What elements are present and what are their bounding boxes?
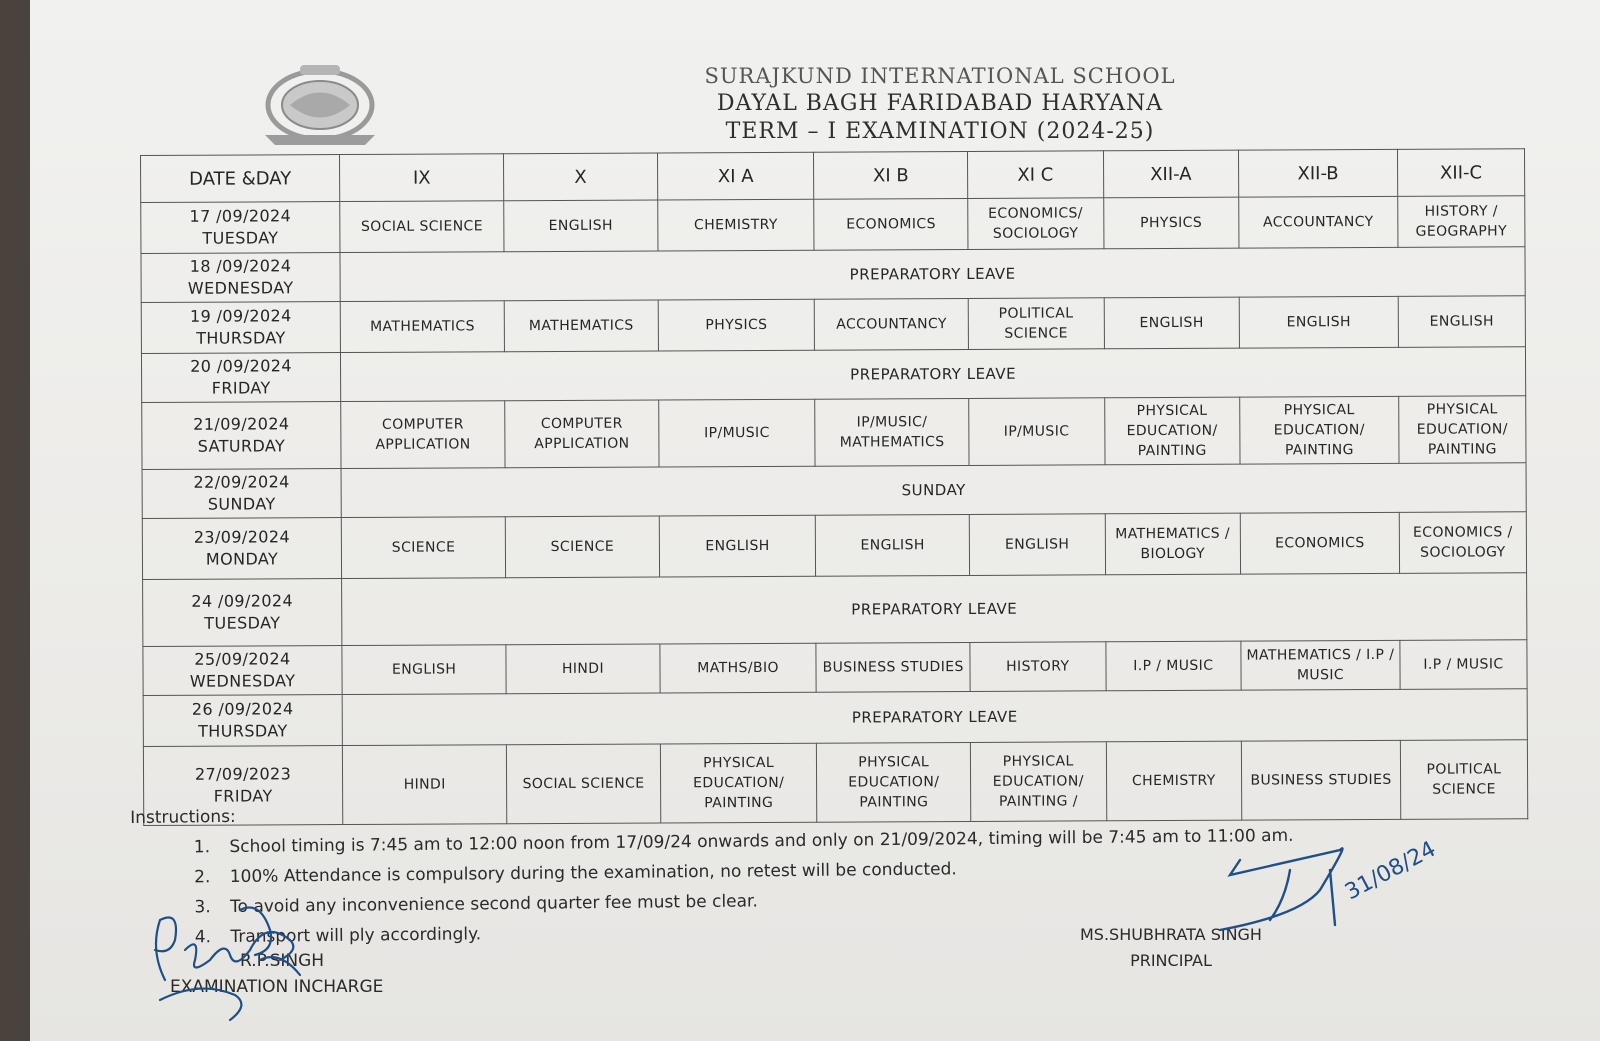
header-cell: XII-B: [1239, 149, 1398, 197]
subject-cell: MATHEMATICS / BIOLOGY: [1105, 513, 1241, 575]
day-text: TUESDAY: [204, 613, 281, 633]
date-cell: [143, 695, 342, 747]
date-text: 19 /09/2024: [189, 306, 292, 326]
table-row: [141, 247, 1525, 303]
principal-signature-block: [1080, 922, 1262, 974]
subject-cell: I.P / MUSIC: [1400, 640, 1527, 690]
header-cell: IX: [340, 154, 504, 202]
date-text: 22/09/2024: [193, 472, 290, 492]
date-cell: [141, 253, 340, 303]
day-text: THURSDAY: [198, 721, 288, 741]
subject-cell: ENGLISH: [969, 514, 1105, 576]
header-cell: X: [504, 153, 658, 201]
examination-incharge-signature-block: [170, 948, 383, 1000]
subject-cell: ENGLISH: [1104, 297, 1240, 349]
subject-cell: PHYSICAL EDUCATION/ PAINTING: [660, 743, 817, 823]
subject-cell: PHYSICAL EDUCATION/ PAINTING: [1104, 397, 1240, 465]
exam-title: TERM – I EXAMINATION (2024-25): [725, 119, 1155, 144]
header-cell: XI B: [814, 151, 968, 199]
subject-cell: ECONOMICS: [814, 198, 968, 250]
subject-cell: PHYSICAL EDUCATION/ PAINTING: [1399, 396, 1526, 464]
school-header: [660, 62, 1220, 146]
leave-cell: PREPARATORY LEAVE: [341, 347, 1526, 402]
table-row: [143, 689, 1527, 747]
leave-cell: PREPARATORY LEAVE: [340, 247, 1525, 302]
date-cell: [141, 353, 340, 403]
holiday-cell: SUNDAY: [341, 463, 1526, 518]
instruction-item: 4. Transport will ply accordingly.: [216, 910, 1331, 952]
date-text: 26 /09/2024: [191, 699, 294, 719]
date-text: 23/09/2024: [193, 527, 291, 547]
date-text: 27/09/2023: [194, 764, 292, 784]
subject-cell: ECONOMICS / SOCIOLOGY: [1399, 512, 1526, 574]
subject-cell: ECONOMICS/ SOCIOLOGY: [968, 198, 1104, 250]
day-text: FRIDAY: [211, 378, 271, 398]
subject-cell: PHYSICS: [1103, 197, 1239, 249]
header-row: [141, 149, 1525, 203]
subject-cell: ENGLISH: [1398, 296, 1525, 348]
subject-cell: BUSINESS STUDIES: [816, 642, 970, 692]
header-cell: XII-C: [1397, 149, 1524, 197]
table-row: [142, 512, 1526, 580]
date-text: 21/09/2024: [193, 414, 290, 434]
subject-cell: MATHS/BIO: [660, 643, 817, 693]
subject-cell: HINDI: [342, 745, 507, 825]
subject-cell: COMPUTER APPLICATION: [505, 400, 659, 468]
day-text: THURSDAY: [196, 328, 286, 348]
principal-handwritten-date: 31/08/24: [1341, 836, 1441, 906]
subject-cell: PHYSICAL EDUCATION/ PAINTING: [1240, 396, 1399, 464]
day-text: SATURDAY: [197, 436, 286, 456]
subject-cell: I.P / MUSIC: [1105, 641, 1241, 691]
date-text: 17 /09/2024: [189, 206, 292, 226]
header-cell: XI C: [967, 151, 1103, 199]
subject-cell: ENGLISH: [816, 514, 970, 576]
date-cell: [141, 202, 340, 254]
instruction-item: 2. 100% Attendance is compulsory during the examination, no retest will be conducted.: [216, 850, 1331, 892]
date-text: 20 /09/2024: [190, 356, 292, 376]
subject-cell: ACCOUNTANCY: [1239, 196, 1398, 248]
subject-cell: SCIENCE: [505, 516, 659, 578]
subject-cell: ACCOUNTANCY: [815, 298, 969, 350]
subject-cell: SOCIAL SCIENCE: [507, 744, 661, 824]
subject-cell: POLITICAL SCIENCE: [968, 298, 1104, 350]
principal-name: MS.SHUBHRATA SINGH: [1080, 925, 1262, 944]
subject-cell: CHEMISTRY: [657, 199, 814, 251]
date-text: 25/09/2024: [194, 649, 291, 669]
school-address: DAYAL BAGH FARIDABAD HARYANA: [716, 91, 1164, 116]
day-text: TUESDAY: [202, 228, 279, 248]
date-cell: [142, 469, 341, 519]
table-row: [143, 640, 1527, 696]
date-cell: [143, 579, 342, 647]
school-name: SURAJKUND INTERNATIONAL SCHOOL: [704, 64, 1176, 88]
day-text: MONDAY: [205, 549, 279, 569]
school-logo-icon: [255, 60, 385, 150]
date-cell: [142, 402, 341, 470]
subject-cell: MATHEMATICS: [504, 300, 658, 352]
subject-cell: PHYSICS: [658, 299, 815, 351]
incharge-title: EXAMINATION INCHARGE: [170, 977, 384, 997]
subject-cell: ENGLISH: [659, 515, 816, 577]
principal-title: PRINCIPAL: [1130, 951, 1212, 970]
subject-cell: PHYSICAL EDUCATION/ PAINTING: [817, 742, 971, 822]
day-text: WEDNESDAY: [189, 671, 296, 691]
subject-cell: COMPUTER APPLICATION: [341, 401, 505, 469]
leave-cell: PREPARATORY LEAVE: [342, 573, 1527, 646]
instructions-title: Instructions:: [130, 806, 236, 828]
subject-cell: MATHEMATICS: [340, 301, 504, 353]
incharge-name: R.P.SINGH: [240, 951, 325, 971]
table-row: [141, 196, 1525, 254]
subject-cell: POLITICAL SCIENCE: [1400, 740, 1528, 820]
date-cell: [143, 646, 342, 696]
date-cell: [141, 302, 340, 354]
day-text: FRIDAY: [213, 786, 273, 806]
subject-cell: SCIENCE: [341, 517, 505, 579]
subject-cell: CHEMISTRY: [1106, 741, 1242, 821]
leave-cell: PREPARATORY LEAVE: [342, 689, 1527, 746]
header-cell: DATE &DAY: [141, 155, 340, 203]
subject-cell: SOCIAL SCIENCE: [340, 201, 504, 253]
subject-cell: ENGLISH: [1239, 296, 1398, 348]
instruction-item: 3. To avoid any inconvenience second quarter fee must be clear.: [216, 880, 1331, 922]
day-text: WEDNESDAY: [187, 278, 294, 298]
subject-cell: BUSINESS STUDIES: [1241, 740, 1400, 820]
subject-cell: ECONOMICS: [1240, 512, 1399, 574]
header-cell: XI A: [657, 152, 814, 200]
date-text: 18 /09/2024: [189, 256, 292, 276]
table-row: [143, 573, 1527, 647]
subject-cell: HINDI: [506, 644, 660, 694]
subject-cell: IP/MUSIC: [658, 399, 815, 467]
subject-cell: IP/MUSIC: [969, 398, 1105, 466]
subject-cell: MATHEMATICS / I.P / MUSIC: [1241, 640, 1400, 690]
exam-timetable: [140, 148, 1528, 826]
subject-cell: PHYSICAL EDUCATION/ PAINTING /: [970, 742, 1106, 822]
subject-cell: ENGLISH: [504, 200, 658, 252]
table-row: [142, 463, 1526, 519]
day-text: SUNDAY: [207, 494, 276, 514]
date-cell: [142, 518, 341, 580]
subject-cell: ENGLISH: [342, 645, 506, 695]
instruction-item: 1. School timing is 7:45 am to 12:00 noon from 17/09/24 onwards and only on 21/09/2024, timing will be 7:45 am to 11:00 am.: [215, 820, 1330, 862]
table-row: [141, 347, 1525, 403]
subject-cell: HISTORY / GEOGRAPHY: [1398, 196, 1525, 248]
subject-cell: HISTORY: [970, 642, 1106, 692]
table-row: [142, 396, 1526, 470]
header-cell: XII-A: [1103, 150, 1239, 198]
date-text: 24 /09/2024: [191, 591, 294, 611]
subject-cell: IP/MUSIC/ MATHEMATICS: [815, 398, 969, 466]
table-row: [141, 296, 1525, 354]
